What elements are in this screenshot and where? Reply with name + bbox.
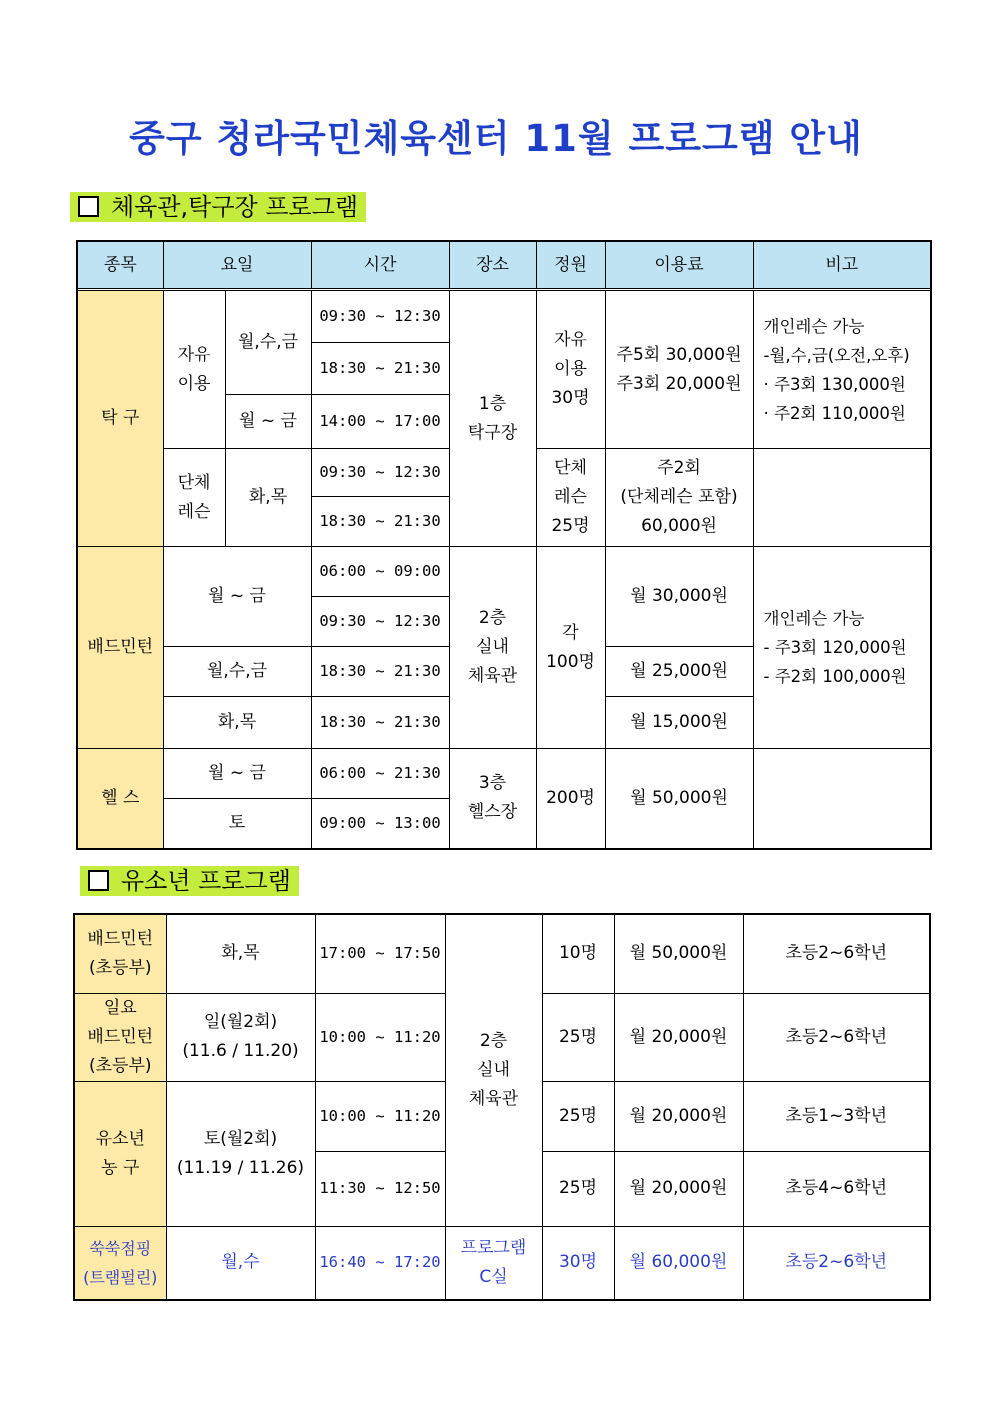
category-cell: 헬 스 bbox=[77, 749, 163, 849]
time-cell: 06:00 ~ 09:00 bbox=[311, 547, 449, 597]
fee-cell: 월 50,000원 bbox=[605, 749, 753, 849]
time-cell: 09:30 ~ 12:30 bbox=[311, 597, 449, 647]
header-cell: 비고 bbox=[753, 241, 931, 289]
gym-program-table bbox=[76, 240, 932, 850]
capacity-cell: 30명 bbox=[542, 1226, 614, 1300]
category-cell: 쑥쑥점핑 (트램펄린) bbox=[74, 1226, 166, 1300]
capacity-cell: 25명 bbox=[542, 1151, 614, 1226]
time-cell: 10:00 ~ 11:20 bbox=[315, 993, 445, 1081]
page-title: 중구 청라국민체육센터 11월 프로그램 안내 bbox=[129, 117, 863, 160]
note-cell: 초등4~6학년 bbox=[743, 1151, 930, 1226]
cell: 월 ~ 금 bbox=[163, 749, 311, 799]
fee-cell: 월 15,000원 bbox=[605, 697, 753, 749]
place-cell: 2층 실내 체육관 bbox=[449, 547, 536, 749]
cell: 토 bbox=[163, 799, 311, 849]
header-cell: 요일 bbox=[163, 241, 311, 289]
checkbox-square-icon bbox=[88, 870, 109, 891]
capacity-cell: 25명 bbox=[542, 1081, 614, 1151]
fee-cell: 주2회 (단체레슨 포함) 60,000원 bbox=[605, 449, 753, 547]
youth-program-table bbox=[73, 913, 931, 1301]
time-cell: 16:40 ~ 17:20 bbox=[315, 1226, 445, 1300]
category-cell: 유소년 농 구 bbox=[74, 1081, 166, 1226]
note-cell: 개인레슨 가능 -월,수,금(오전,오후) · 주3회 130,000원 · 주2회 110,000원 bbox=[753, 291, 931, 449]
table-row bbox=[74, 1226, 930, 1300]
header-cell: 시간 bbox=[311, 241, 449, 289]
header-cell: 종목 bbox=[77, 241, 163, 289]
cell: 화,목 bbox=[163, 697, 311, 749]
section-title: 체육관,탁구장 프로그램 bbox=[111, 193, 359, 221]
fee-cell: 월 60,000원 bbox=[614, 1226, 743, 1300]
category-cell: 배드민턴 bbox=[77, 547, 163, 749]
cell: 토(월2회) (11.19 / 11.26) bbox=[166, 1081, 315, 1226]
time-cell: 18:30 ~ 21:30 bbox=[311, 497, 449, 547]
note-cell: 초등2~6학년 bbox=[743, 1226, 930, 1300]
header-cell: 장소 bbox=[449, 241, 536, 289]
capacity-cell: 각 100명 bbox=[536, 547, 605, 749]
section-heading-youth bbox=[80, 866, 299, 896]
fee-cell: 월 20,000원 bbox=[614, 993, 743, 1081]
note-cell bbox=[753, 449, 931, 547]
fee-cell: 월 20,000원 bbox=[614, 1081, 743, 1151]
table-row bbox=[77, 547, 931, 597]
cell: 월,수,금 bbox=[225, 291, 311, 395]
table-header-row bbox=[77, 241, 931, 289]
time-cell: 18:30 ~ 21:30 bbox=[311, 343, 449, 395]
capacity-cell: 단체 레슨 25명 bbox=[536, 449, 605, 547]
time-cell: 11:30 ~ 12:50 bbox=[315, 1151, 445, 1226]
cell: 월 ~ 금 bbox=[225, 395, 311, 449]
section-title: 유소년 프로그램 bbox=[121, 867, 291, 895]
fee-cell: 월 25,000원 bbox=[605, 647, 753, 697]
fee-cell: 월 30,000원 bbox=[605, 547, 753, 647]
cell: 월,수 bbox=[166, 1226, 315, 1300]
table-row bbox=[77, 291, 931, 343]
cell: 자유 이용 bbox=[163, 291, 225, 449]
fee-cell: 월 50,000원 bbox=[614, 914, 743, 993]
time-cell: 09:00 ~ 13:00 bbox=[311, 799, 449, 849]
category-cell: 탁 구 bbox=[77, 291, 163, 547]
table-row bbox=[77, 749, 931, 799]
place-cell: 2층 실내 체육관 bbox=[445, 914, 542, 1226]
checkbox-square-icon bbox=[78, 196, 99, 217]
fee-cell: 월 20,000원 bbox=[614, 1151, 743, 1226]
time-cell: 14:00 ~ 17:00 bbox=[311, 395, 449, 449]
cell: 월,수,금 bbox=[163, 647, 311, 697]
capacity-cell: 10명 bbox=[542, 914, 614, 993]
note-cell: 초등2~6학년 bbox=[743, 914, 930, 993]
note-cell: 초등1~3학년 bbox=[743, 1081, 930, 1151]
category-cell: 배드민턴 (초등부) bbox=[74, 914, 166, 993]
time-cell: 18:30 ~ 21:30 bbox=[311, 647, 449, 697]
cell: 화,목 bbox=[166, 914, 315, 993]
place-cell: 1층 탁구장 bbox=[449, 291, 536, 547]
cell: 월 ~ 금 bbox=[163, 547, 311, 647]
time-cell: 17:00 ~ 17:50 bbox=[315, 914, 445, 993]
note-cell: 개인레슨 가능 - 주3회 120,000원 - 주2회 100,000원 bbox=[753, 547, 931, 749]
table-row bbox=[74, 914, 930, 993]
header-cell: 이용료 bbox=[605, 241, 753, 289]
section-heading-gym bbox=[70, 192, 366, 222]
cell: 화,목 bbox=[225, 449, 311, 547]
time-cell: 10:00 ~ 11:20 bbox=[315, 1081, 445, 1151]
capacity-cell: 200명 bbox=[536, 749, 605, 849]
header-cell: 정원 bbox=[536, 241, 605, 289]
capacity-cell: 25명 bbox=[542, 993, 614, 1081]
time-cell: 09:30 ~ 12:30 bbox=[311, 449, 449, 497]
fee-cell: 주5회 30,000원 주3회 20,000원 bbox=[605, 291, 753, 449]
time-cell: 18:30 ~ 21:30 bbox=[311, 697, 449, 749]
time-cell: 06:00 ~ 21:30 bbox=[311, 749, 449, 799]
place-cell: 3층 헬스장 bbox=[449, 749, 536, 849]
cell: 단체 레슨 bbox=[163, 449, 225, 547]
note-cell bbox=[753, 749, 931, 849]
place-cell: 프로그램 C실 bbox=[445, 1226, 542, 1300]
note-cell: 초등2~6학년 bbox=[743, 993, 930, 1081]
category-cell: 일요 배드민턴 (초등부) bbox=[74, 993, 166, 1081]
cell: 일(월2회) (11.6 / 11.20) bbox=[166, 993, 315, 1081]
time-cell: 09:30 ~ 12:30 bbox=[311, 291, 449, 343]
capacity-cell: 자유 이용 30명 bbox=[536, 291, 605, 449]
